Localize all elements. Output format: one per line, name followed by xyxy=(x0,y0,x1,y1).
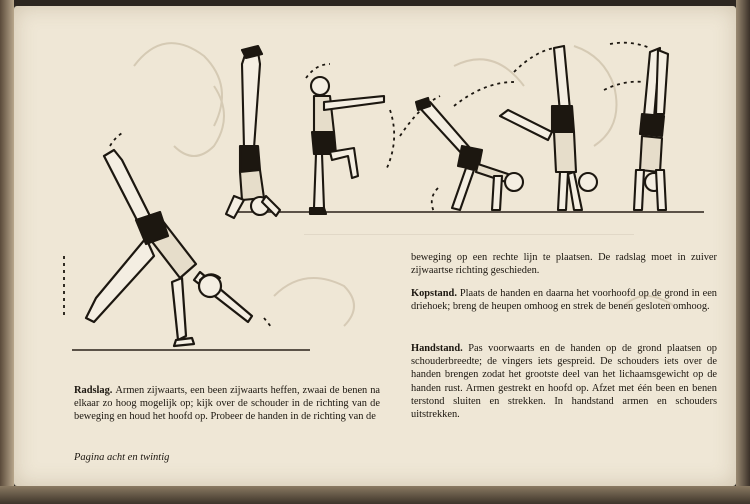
kopstand-paragraph xyxy=(411,287,717,313)
cartwheel-heading: Radslag. xyxy=(74,385,116,396)
handstand-heading: Handstand. xyxy=(411,343,469,354)
book-spine-shadow-left xyxy=(0,0,14,504)
page-number-label: Pagina acht en twintig xyxy=(74,452,170,463)
cartwheel-continuation: beweging op een rechte lijn te plaatsen. De radslag moet in zuiver zijwaartse richting geschieden. xyxy=(411,252,717,277)
book-edge-bottom xyxy=(0,486,750,504)
cartwheel-paragraph xyxy=(74,384,380,424)
book-edge-right xyxy=(736,0,750,504)
standing-figure xyxy=(310,77,384,214)
cartwheel-body: Armen zijwaarts, een been zijwaarts heffen, zwaai de benen na elkaar zo hoog mogelijk op; kijk over de schouder in de richting van de beweging en houd het hoofd op. Probeer de handen in de richting van de xyxy=(74,385,381,423)
handstand-paragraph xyxy=(411,342,717,421)
handstand-step-3 xyxy=(634,48,668,210)
book-page xyxy=(14,6,736,486)
handstand-body: Pas voorwaarts en de handen op de grond plaatsen op schouderbreedte; de vingers iets gespreid. De schouders iets over de handen brengen zodat het grootste deel van het lichaamsgewicht op de handen rust. Armen gestrekt en hoofd op. Afzet met één been en benen terstond sluiten en strekken. In handstand armen en schouders uitstrekken. xyxy=(411,343,717,421)
kopstand-body: Plaats de handen en daarna het voorhoofd op de grond in een driehoek; breng de heupen omhoog en strek de benen gesloten omhoog. xyxy=(411,288,718,313)
cartwheel-figure xyxy=(86,150,252,346)
headstand-figure xyxy=(226,46,280,218)
kopstand-heading: Kopstand. xyxy=(411,288,460,299)
